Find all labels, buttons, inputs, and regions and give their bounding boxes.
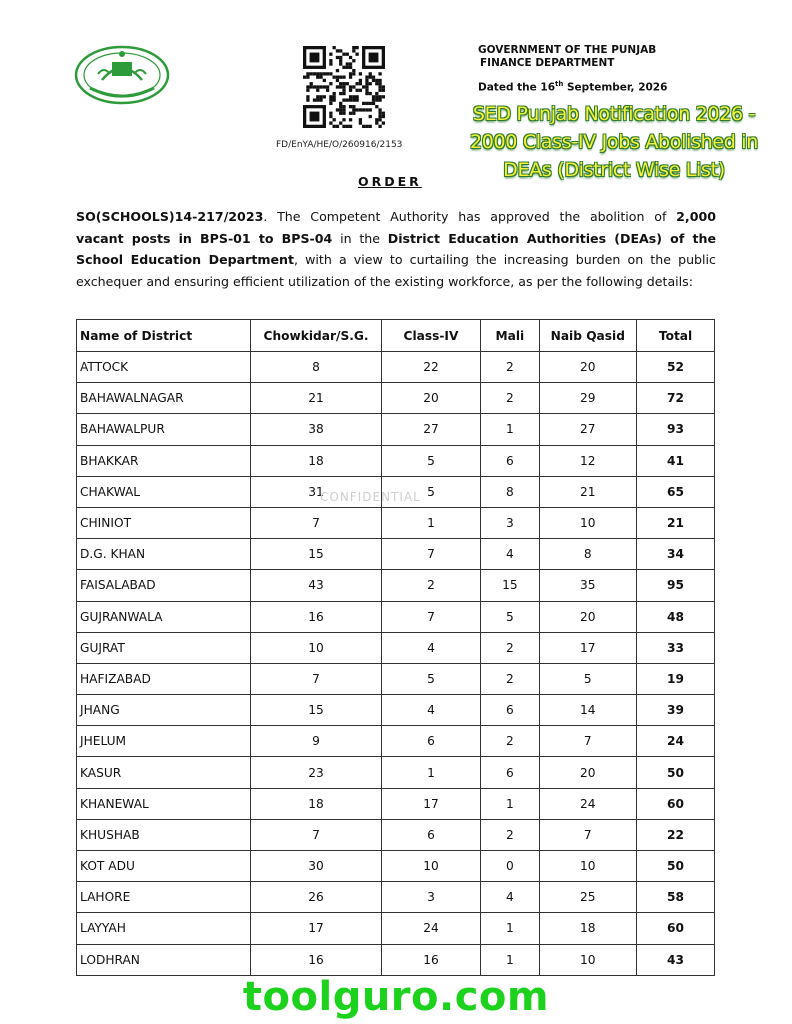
cell-class-iv: 7 — [381, 539, 481, 570]
cell-mali: 2 — [481, 352, 539, 383]
date-suffix: September, 2026 — [563, 81, 668, 94]
cell-naib-qasid: 10 — [539, 507, 637, 538]
cell-total: 22 — [637, 819, 715, 850]
cell-naib-qasid: 20 — [539, 352, 637, 383]
cell-class-iv: 4 — [381, 695, 481, 726]
cell-naib-qasid: 25 — [539, 882, 637, 913]
table-row — [77, 663, 715, 694]
cell-naib-qasid: 17 — [539, 632, 637, 663]
cell-mali: 4 — [481, 882, 539, 913]
cell-district: HAFIZABAD — [77, 663, 251, 694]
cell-naib-qasid: 10 — [539, 944, 637, 975]
cell-naib-qasid: 20 — [539, 601, 637, 632]
cell-district: CHAKWAL — [77, 476, 251, 507]
table-row — [77, 788, 715, 819]
table-row — [77, 383, 715, 414]
cell-total: 33 — [637, 632, 715, 663]
cell-chowkidar: 7 — [251, 507, 381, 538]
cell-mali: 6 — [481, 757, 539, 788]
cell-district: GUJRAT — [77, 632, 251, 663]
cell-chowkidar: 38 — [251, 414, 381, 445]
cell-mali: 2 — [481, 726, 539, 757]
table-row — [77, 352, 715, 383]
date-prefix: Dated the 16 — [478, 81, 555, 94]
cell-total: 41 — [637, 445, 715, 476]
cell-total: 65 — [637, 476, 715, 507]
cell-mali: 6 — [481, 695, 539, 726]
cell-total: 60 — [637, 788, 715, 819]
cell-district: GUJRANWALA — [77, 601, 251, 632]
col-header-class-iv: Class-IV — [381, 320, 481, 352]
reference-number: FD/EnYA/HE/O/260916/2153 — [276, 140, 403, 150]
cell-mali: 1 — [481, 913, 539, 944]
cell-chowkidar: 7 — [251, 663, 381, 694]
cell-naib-qasid: 10 — [539, 851, 637, 882]
date-superscript: th — [555, 80, 564, 88]
cell-district: LAHORE — [77, 882, 251, 913]
cell-class-iv: 24 — [381, 913, 481, 944]
cell-total: 50 — [637, 757, 715, 788]
cell-naib-qasid: 27 — [539, 414, 637, 445]
cell-class-iv: 17 — [381, 788, 481, 819]
cell-naib-qasid: 8 — [539, 539, 637, 570]
cell-total: 39 — [637, 695, 715, 726]
table-header-row — [77, 320, 715, 352]
cell-district: BHAKKAR — [77, 445, 251, 476]
para-text-1: . The Competent Authority has approved the abolition of — [263, 209, 677, 224]
cell-total: 34 — [637, 539, 715, 570]
cell-chowkidar: 43 — [251, 570, 381, 601]
para-text-3: , with a view to curtailing the increasing burden on the public exchequer and ensuring efficient utilization of the existing workforce, as per the following details: — [76, 252, 716, 289]
cell-mali: 2 — [481, 663, 539, 694]
cell-total: 95 — [637, 570, 715, 601]
cell-class-iv: 4 — [381, 632, 481, 663]
col-header-mali: Mali — [481, 320, 539, 352]
cell-mali: 1 — [481, 944, 539, 975]
cell-chowkidar: 9 — [251, 726, 381, 757]
cell-total: 60 — [637, 913, 715, 944]
table-row — [77, 507, 715, 538]
cell-district: D.G. KHAN — [77, 539, 251, 570]
col-header-chowkidar: Chowkidar/S.G. — [251, 320, 381, 352]
col-header-district: Name of District — [77, 320, 251, 352]
cell-total: 50 — [637, 851, 715, 882]
table-row — [77, 851, 715, 882]
cell-naib-qasid: 12 — [539, 445, 637, 476]
posts-count: 2,000 vacant posts in BPS-01 to BPS-04 — [76, 209, 716, 246]
table-row — [77, 819, 715, 850]
cell-district: KOT ADU — [77, 851, 251, 882]
district-posts-table — [76, 319, 715, 976]
cell-total: 93 — [637, 414, 715, 445]
cell-mali: 2 — [481, 819, 539, 850]
table-row — [77, 570, 715, 601]
cell-class-iv: 5 — [381, 476, 481, 507]
cell-naib-qasid: 20 — [539, 757, 637, 788]
government-punjab-logo — [72, 44, 172, 106]
col-header-naib-qasid: Naib Qasid — [539, 320, 637, 352]
cell-naib-qasid: 35 — [539, 570, 637, 601]
cell-class-iv: 10 — [381, 851, 481, 882]
cell-district: BAHAWALNAGAR — [77, 383, 251, 414]
cell-chowkidar: 15 — [251, 695, 381, 726]
cell-district: KASUR — [77, 757, 251, 788]
table-row — [77, 632, 715, 663]
cell-total: 58 — [637, 882, 715, 913]
cell-mali: 3 — [481, 507, 539, 538]
department-header — [478, 44, 656, 70]
department-name: District Education Authorities (DEAs) of the School Education Department — [76, 230, 716, 267]
order-title: ORDER — [358, 174, 422, 189]
qr-code — [303, 44, 385, 130]
cell-naib-qasid: 21 — [539, 476, 637, 507]
cell-class-iv: 6 — [381, 726, 481, 757]
col-header-total: Total — [637, 320, 715, 352]
notification-number: SO(SCHOOLS)14-217/2023 — [76, 209, 264, 224]
table-row — [77, 913, 715, 944]
cell-district: CHINIOT — [77, 507, 251, 538]
table-row — [77, 726, 715, 757]
cell-district: BAHAWALPUR — [77, 414, 251, 445]
cell-chowkidar: 18 — [251, 445, 381, 476]
cell-class-iv: 22 — [381, 352, 481, 383]
cell-class-iv: 6 — [381, 819, 481, 850]
cell-total: 24 — [637, 726, 715, 757]
cell-district: FAISALABAD — [77, 570, 251, 601]
table-row — [77, 601, 715, 632]
cell-district: ATTOCK — [77, 352, 251, 383]
para-text-2: in the — [332, 230, 388, 246]
cell-class-iv: 2 — [381, 570, 481, 601]
cell-class-iv: 27 — [381, 414, 481, 445]
cell-class-iv: 7 — [381, 601, 481, 632]
cell-mali: 8 — [481, 476, 539, 507]
table-row — [77, 445, 715, 476]
cell-chowkidar: 23 — [251, 757, 381, 788]
cell-chowkidar: 17 — [251, 913, 381, 944]
cell-class-iv: 5 — [381, 445, 481, 476]
cell-class-iv: 3 — [381, 882, 481, 913]
cell-district: KHANEWAL — [77, 788, 251, 819]
cell-mali: 4 — [481, 539, 539, 570]
cell-chowkidar: 26 — [251, 882, 381, 913]
cell-naib-qasid: 29 — [539, 383, 637, 414]
table-row — [77, 539, 715, 570]
cell-chowkidar: 15 — [251, 539, 381, 570]
cell-chowkidar: 16 — [251, 944, 381, 975]
table-row — [77, 757, 715, 788]
cell-chowkidar: 8 — [251, 352, 381, 383]
cell-chowkidar: 7 — [251, 819, 381, 850]
cell-mali: 2 — [481, 632, 539, 663]
cell-naib-qasid: 14 — [539, 695, 637, 726]
cell-naib-qasid: 7 — [539, 819, 637, 850]
table-row — [77, 414, 715, 445]
cell-total: 19 — [637, 663, 715, 694]
cell-total: 21 — [637, 507, 715, 538]
cell-total: 48 — [637, 601, 715, 632]
cell-class-iv: 1 — [381, 757, 481, 788]
cell-total: 72 — [637, 383, 715, 414]
order-paragraph — [76, 206, 716, 292]
table-row — [77, 944, 715, 975]
cell-chowkidar: 31 — [251, 476, 381, 507]
cell-district: JHANG — [77, 695, 251, 726]
cell-mali: 1 — [481, 414, 539, 445]
cell-mali: 2 — [481, 383, 539, 414]
cell-mali: 1 — [481, 788, 539, 819]
cell-total: 43 — [637, 944, 715, 975]
cell-class-iv: 5 — [381, 663, 481, 694]
header-line-government: GOVERNMENT OF THE PUNJAB — [478, 44, 657, 56]
header-line-department: FINANCE DEPARTMENT — [480, 57, 615, 69]
cell-mali: 15 — [481, 570, 539, 601]
cell-district: KHUSHAB — [77, 819, 251, 850]
cell-mali: 0 — [481, 851, 539, 882]
confidential-watermark: CONFIDENTIAL — [320, 490, 421, 504]
table-row — [77, 695, 715, 726]
cell-class-iv: 20 — [381, 383, 481, 414]
cell-naib-qasid: 7 — [539, 726, 637, 757]
cell-mali: 6 — [481, 445, 539, 476]
cell-naib-qasid: 5 — [539, 663, 637, 694]
cell-class-iv: 16 — [381, 944, 481, 975]
table-row — [77, 882, 715, 913]
date-line — [478, 80, 667, 94]
cell-chowkidar: 30 — [251, 851, 381, 882]
cell-chowkidar: 18 — [251, 788, 381, 819]
cell-district: LODHRAN — [77, 944, 251, 975]
cell-district: LAYYAH — [77, 913, 251, 944]
cell-class-iv: 1 — [381, 507, 481, 538]
cell-total: 52 — [637, 352, 715, 383]
brand-watermark: toolguro.com — [242, 974, 550, 1020]
cell-district: JHELUM — [77, 726, 251, 757]
overlay-title: SED Punjab Notification 2026 - 2000 Class-IV Jobs Abolished in DEAs (District Wise List) — [469, 103, 759, 181]
cell-naib-qasid: 18 — [539, 913, 637, 944]
cell-mali: 5 — [481, 601, 539, 632]
cell-chowkidar: 16 — [251, 601, 381, 632]
cell-chowkidar: 21 — [251, 383, 381, 414]
cell-naib-qasid: 24 — [539, 788, 637, 819]
cell-chowkidar: 10 — [251, 632, 381, 663]
